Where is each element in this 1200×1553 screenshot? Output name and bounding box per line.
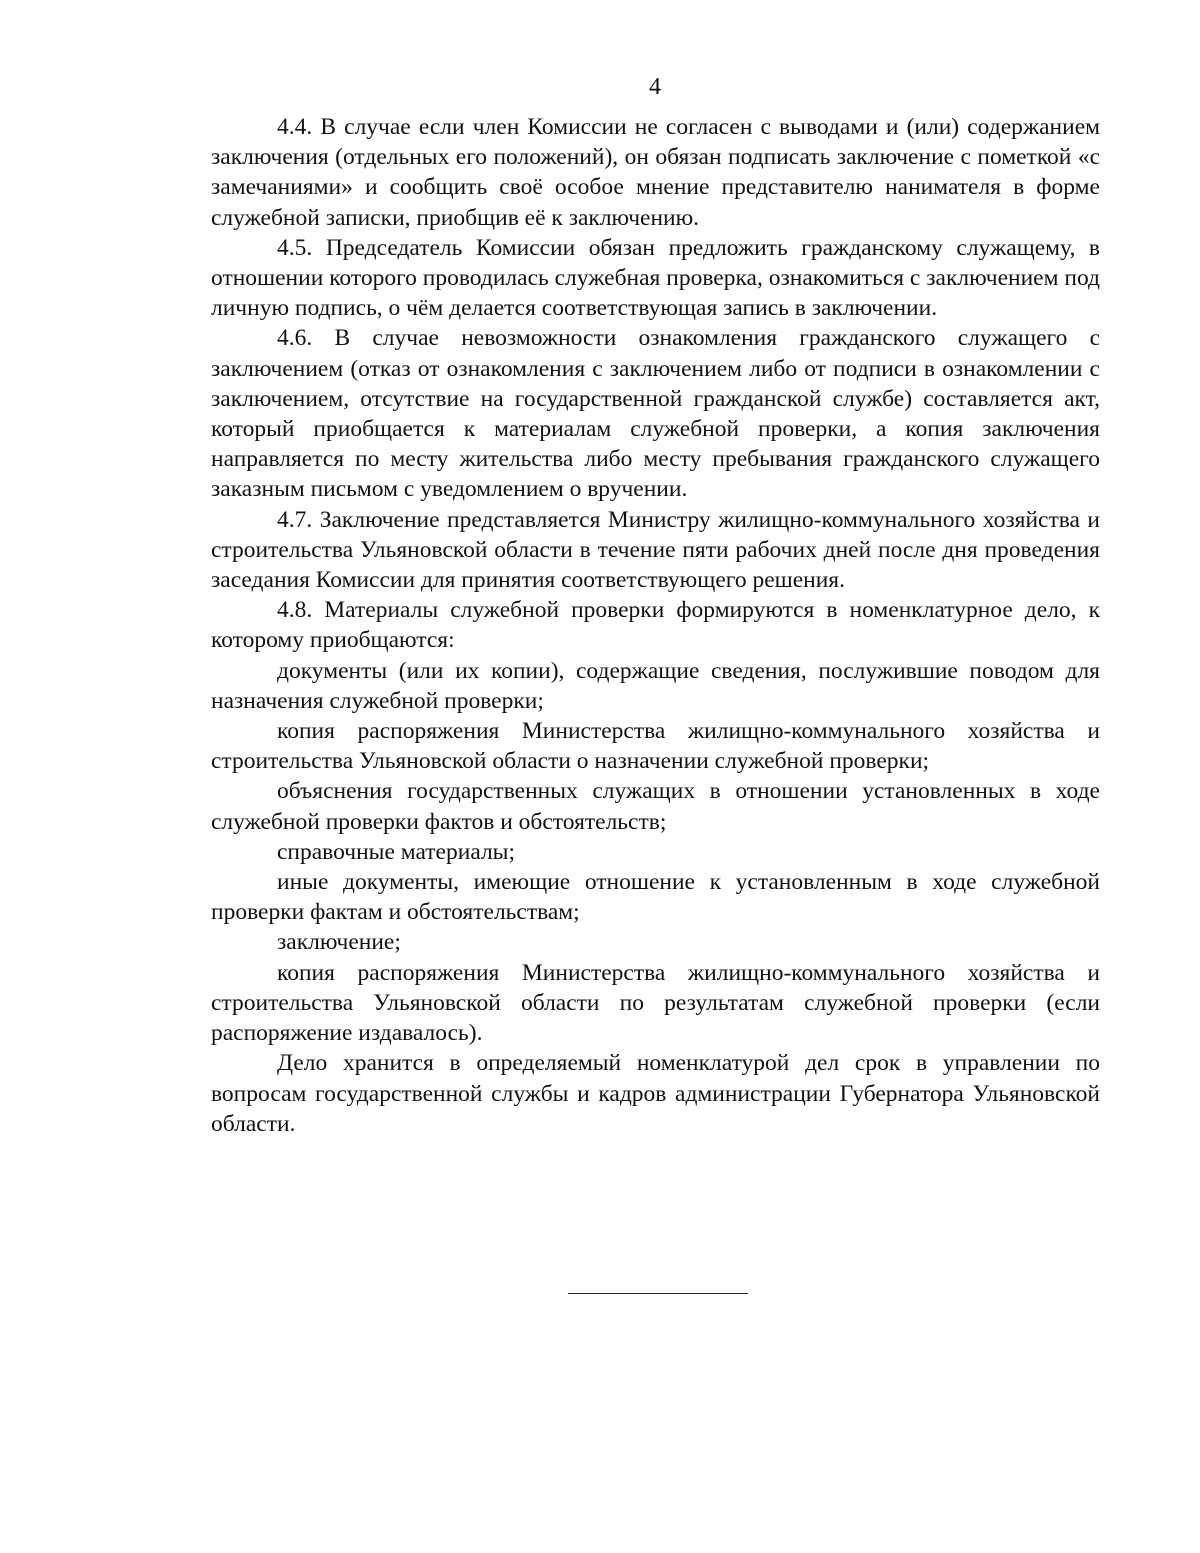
list-item-other-documents: иные документы, имеющие отношение к установленным в ходе служебной проверки фактам и обстоятельствам; [211, 869, 1100, 926]
paragraph-4-7: 4.7. Заключение представляется Министру жилищно-коммунального хозяйства и строительства Ульяновской области в течение пяти рабочих дней после дня проведения заседания Комиссии для принятия соответствующего решения. [211, 506, 1100, 594]
paragraph-4-6: 4.6. В случае невозможности ознакомления гражданского служащего с заключением (отказ от ознакомления с заключением либо от подписи в ознакомлении с заключением, отсутствие на государственной гражданской службе) составляется акт, который приобщается к материалам служебной проверки, а копия заключения направляется по месту жительства либо месту пребывания гражданского служащего заказным письмом с уведомлением о вручении. [211, 325, 1100, 503]
paragraph-4-4: 4.4. В случае если член Комиссии не согласен с выводами и (или) содержанием заключения (отдельных его положений), он обязан подписать заключение с пометкой «с замечаниями» и сообщить своё особое мнение представителю нанимателя в форме служебной записки, приобщив её к заключению. [211, 114, 1100, 231]
paragraph-4-5: 4.5. Председатель Комиссии обязан предложить гражданскому служащему, в отношении которого проводилась служебная проверка, ознакомиться с заключением под личную подпись, о чём делается соответствующая запись в заключении. [211, 234, 1100, 322]
paragraph-4-8: 4.8. Материалы служебной проверки формируются в номенклатурное дело, к которому приобщаются: [211, 597, 1100, 654]
end-of-document-rule [568, 1293, 748, 1294]
list-item-results-order-copy: копия распоряжения Министерства жилищно-коммунального хозяйства и строительства Ульяновской области по результатам служебной проверки (если распоряжение издавалось). [211, 959, 1100, 1047]
list-item-order-copy: копия распоряжения Министерства жилищно-коммунального хозяйства и строительства Ульяновской области о назначении служебной проверки; [211, 718, 1100, 775]
paragraph-storage: Дело хранится в определяемый номенклатурой дел срок в управлении по вопросам государственной службы и кадров администрации Губернатора Ульяновской области. [211, 1050, 1100, 1137]
list-item-conclusion: заключение; [277, 929, 401, 956]
list-item-documents: документы (или их копии), содержащие сведения, послужившие поводом для назначения служебной проверки; [211, 657, 1100, 714]
document-body [211, 112, 1100, 1139]
list-item-reference-materials: справочные материалы; [277, 838, 515, 865]
page-number: 4 [649, 74, 661, 100]
list-item-explanations: объяснения государственных служащих в отношении установленных в ходе служебной проверки фактов и обстоятельств; [211, 778, 1100, 835]
